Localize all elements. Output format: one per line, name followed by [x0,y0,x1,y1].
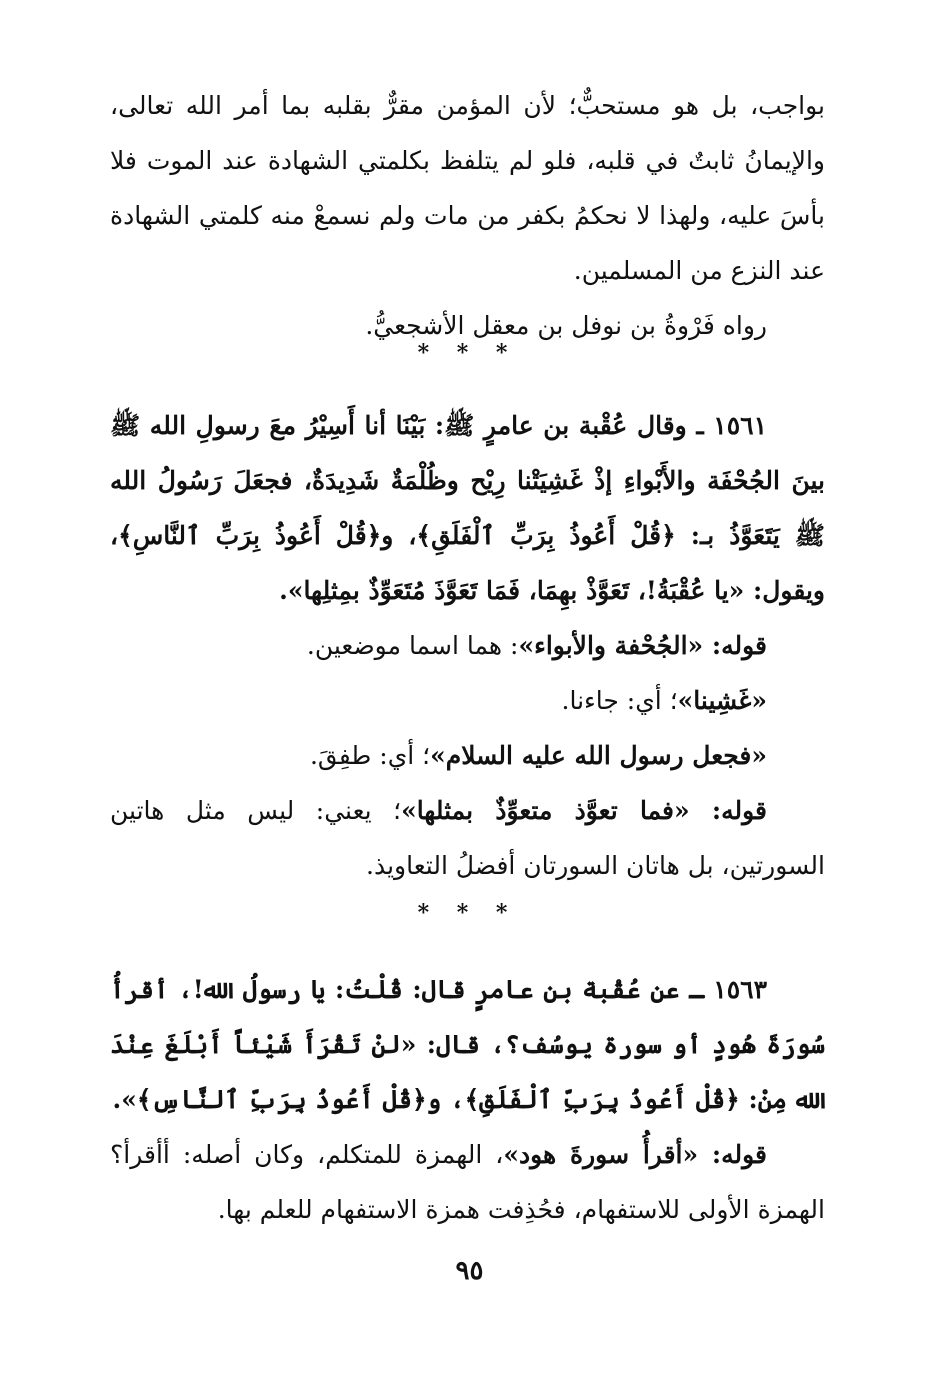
commentary-text: ؛ أي: جاءنا. [561,686,678,715]
commentary-3 [110,728,825,783]
commentary-term: قوله: «أقرأُ سورةَ هود» [503,1140,767,1169]
commentary-1 [110,618,825,673]
page-number: ٩٥ [455,1256,484,1286]
text-column-bottom [110,962,825,1237]
commentary-2 [110,673,825,728]
narrator-note: رواه فَرْوةُ بن نوفل بن معقل الأشجعيُّ. [365,311,767,340]
section-separator: * * * [417,340,518,366]
commentary-4 [110,783,825,893]
commentary-text: : هما اسما موضعين. [306,631,519,660]
hadith-1561: ١٥٦١ ـ وقال عُقْبة بن عامرٍ ﷺ: بَيْنَا أنا أَسِيْرُ معَ رسولِ الله ﷺ بينَ الجُحْفَة والأَبْواءِ إذْ غَشِيَتْنا رِيْح وظُلْمَةٌ شَدِيدَةٌ، فجعَلَ رَسُولُ الله ﷺ يَتَعَوَّذُ بـ: ﴿قُلْ أَعُوذُ بِرَبِّ ٱلْفَلَقِ﴾، و﴿قُلْ أَعُوذُ بِرَبِّ ٱلنَّاسِ﴾، ويقول: «يا عُقْبَةُ!، تَعَوَّذْ بهِمَا، فَمَا تَعَوَّذَ مُتَعَوِّذٌ بمِثلِها». [110,411,825,605]
text-column-middle [110,398,825,893]
commentary-term: قوله: «فما تعوَّذ متعوِّذٌ بمثلها» [401,796,768,825]
commentary-term: «غَشِينا» [677,686,767,715]
hadith-1563: ١٥٦٣ ـ عن عُقْبة بن عامرٍ قال: قُلْتُ: يا رسولُ الله!، أقرأُ سُورَةَ هُودٍ أو سورة يوسُف؟، قال: «لنْ تَقْرَأَ شَيْئاً أَبْلَغَ عِنْدَ الله مِنْ: ﴿قُلْ أَعُوذُ بِرَبِّ ٱلْفَلَقِ﴾، و﴿قُلْ أَعُوذُ بِرَبِّ ٱلنَّاسِ﴾». [110,975,825,1114]
commentary-term: قوله: «الجُحْفة والأبواء» [518,631,767,660]
commentary-term: «فجعل رسول الله عليه السلام» [430,741,767,770]
commentary-5 [110,1127,825,1237]
commentary-text: ؛ أي: طفِقَ. [309,741,431,770]
commentary-text: ، الهمزة للمتكلم، وكان أصله: أأقرأ؟ الهمزة الأولى للاستفهام، فحُذِفت همزة الاستفهام للعلم بها. [110,1140,825,1224]
paragraph-continuation: بواجب، بل هو مستحبٌّ؛ لأن المؤمن مقرٌّ بقلبه بما أمر الله تعالى، والإيمانُ ثابتٌ في قلبه، فلو لم يتلفظ بكلمتي الشهادة عند الموت فلا بأسَ عليه، ولهذا لا نحكمُ بكفر من مات ولم نسمعْ منه كلمتي الشهادة عند النزع من المسلمين. [110,91,825,285]
commentary-text: ؛ يعني: ليس مثل هاتين السورتين، بل هاتان السورتان أفضلُ التعاويذ. [110,796,825,880]
section-separator: * * * [417,900,518,926]
text-column-top [110,78,825,353]
